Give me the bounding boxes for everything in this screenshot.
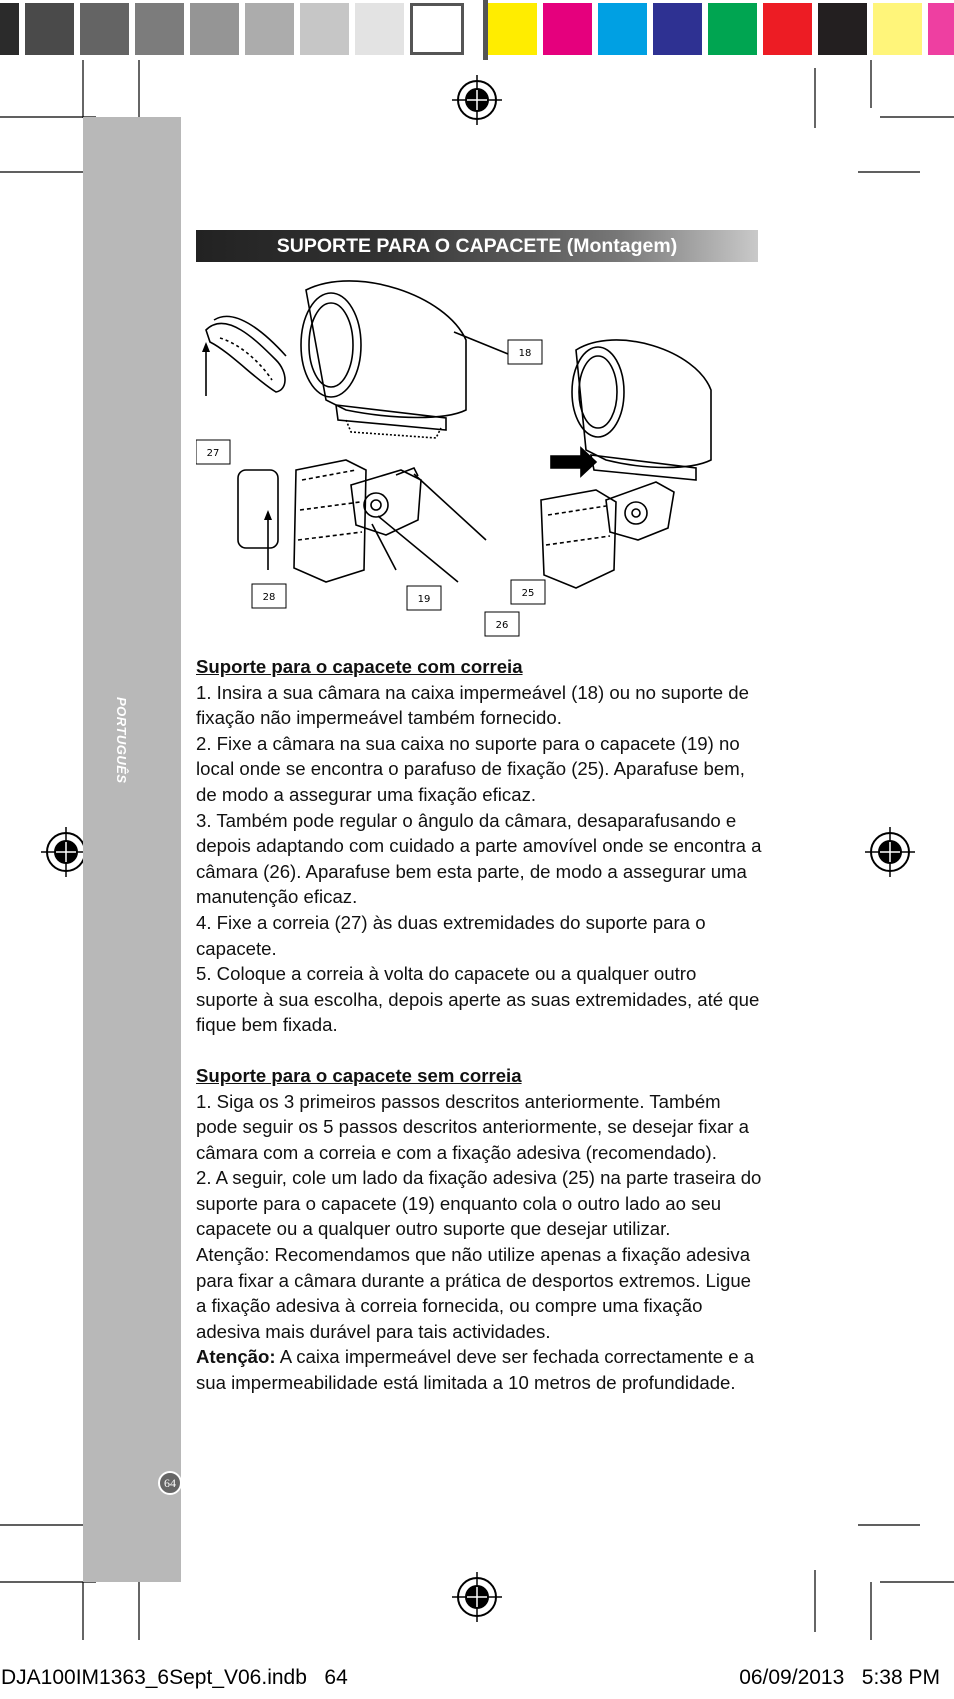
section-heading-without-strap: Suporte para o capacete sem correia: [196, 1064, 522, 1086]
step-paragraph: 2. A seguir, cole um lado da fixação adesiva (25) na parte traseira do suporte para o capacete (19) enquanto cola o outro lado ao seu capacete ou a qualquer outro suporte que desejar utilizar.: [196, 1167, 762, 1240]
instructions: [196, 654, 762, 1396]
gray-swatch: [190, 3, 239, 55]
gray-swatch: [80, 3, 129, 55]
label-27: 27: [206, 448, 220, 459]
step-paragraph: 1. Siga os 3 primeiros passos descritos anteriormente. Também pode seguir os 5 passos descritos anteriormente, se desejar fixar a câmara com a correia e com a fixação adesiva (recomendado).: [196, 1090, 749, 1163]
section-title: SUPORTE PARA O CAPACETE (Montagem): [196, 230, 758, 262]
page-number: 64: [158, 1471, 182, 1495]
step-paragraph: 3. Também pode regular o ângulo da câmara, desaparafusando e depois adaptando com cuidado a parte amovível onde se encontra a câmara (26). Aparafuse bem esta parte, de modo a assegurar uma manutenção eficaz.: [196, 809, 762, 908]
gray-swatch: [25, 3, 74, 55]
language-sidebar: [83, 117, 181, 1582]
step-paragraph: 2. Fixe a câmara na sua caixa no suporte para o capacete (19) no local onde se encontra o parafuso de fixação (25). Aparafuse bem, de modo a assegurar uma fixação eficaz.: [196, 732, 745, 805]
language-label: PORTUGUÊS: [114, 697, 129, 784]
waterproof-case-drawing: [301, 281, 466, 438]
gray-swatch: [355, 3, 404, 55]
green-swatch: [708, 3, 757, 55]
cyan-swatch: [598, 3, 647, 55]
magenta-swatch: [543, 3, 592, 55]
strap-drawing: [206, 316, 286, 392]
pink-swatch: [928, 3, 954, 55]
adhesive-pad-drawing: [238, 470, 278, 548]
gray-swatch: [245, 3, 294, 55]
print-date: 06/09/2013 5:38 PM: [739, 1666, 940, 1689]
registration-mark-right: [865, 827, 915, 877]
label-18: 18: [518, 348, 532, 359]
yellow-swatch: [488, 3, 537, 55]
gray-swatch: [300, 3, 349, 55]
warning-paragraph: [196, 1344, 762, 1395]
step-paragraph: 1. Insira a sua câmara na caixa impermeável (18) ou no suporte de fixação não impermeável também fornecido.: [196, 681, 749, 729]
light-yellow-swatch: [873, 3, 922, 55]
printer-color-bar: [0, 0, 954, 60]
attention-paragraph: Atenção: Recomendamos que não utilize apenas a fixação adesiva para fixar a câmara durante a prática de desportos extremos. Ligue a fixação adesiva à correia fornecida, ou compre uma fixação adesiva mais durável para tais actividades.: [196, 1244, 752, 1342]
gray-swatch: [135, 3, 184, 55]
step-paragraph: 4. Fixe a correia (27) às duas extremidades do suporte para o capacete.: [196, 911, 706, 959]
helmet-mount-drawing: [294, 460, 421, 582]
gray-swatch: [0, 3, 19, 55]
warning-text: A caixa impermeável deve ser fechada correctamente e a sua impermeabilidade está limitada a 10 metros de profundidade.: [196, 1346, 755, 1394]
step-paragraph: 5. Coloque a correia à volta do capacete ou a qualquer outro suporte à sua escolha, depois aperte as suas extremidades, até que fique bem fixada.: [196, 963, 760, 1036]
registration-mark-top: [452, 75, 502, 125]
helmet-mount-illustration: [196, 270, 776, 650]
section-heading-with-strap: Suporte para o capacete com correia: [196, 656, 523, 677]
blue-swatch: [653, 3, 702, 55]
registration-mark-bottom: [452, 1572, 502, 1622]
label-26: 26: [495, 620, 509, 631]
white-swatch: [410, 3, 464, 55]
label-19: 19: [417, 594, 431, 605]
label-28: 28: [262, 592, 276, 603]
black-swatch: [818, 3, 867, 55]
label-25: 25: [521, 588, 535, 599]
warning-label: Atenção:: [196, 1346, 276, 1368]
red-swatch: [763, 3, 812, 55]
file-slug: DJA100IM1363_6Sept_V06.indb 64: [1, 1666, 348, 1689]
